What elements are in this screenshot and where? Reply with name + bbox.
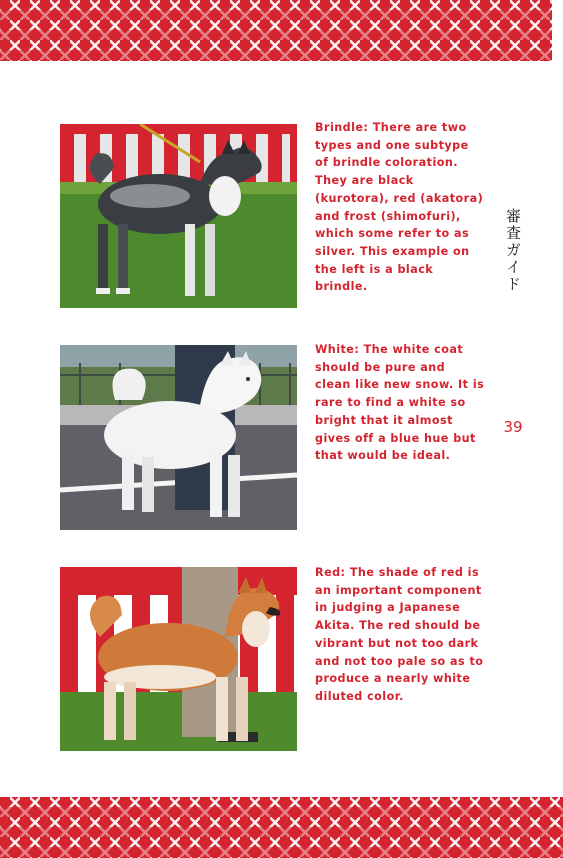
white-akita-photo: [60, 345, 297, 530]
top-band-edge: [552, 0, 563, 61]
top-band-pattern: [0, 0, 563, 61]
side-title: 審査ガイド: [504, 208, 522, 293]
brindle-akita-photo: [60, 124, 297, 308]
red-akita-photo: [60, 567, 297, 751]
white-caption: White: The white coat should be pure and clean like new snow. It is rare to find a white so bright that it almost gives off a blue hue but that would be ideal.: [315, 343, 485, 463]
page-number: 39: [503, 418, 523, 436]
bottom-band-pattern: [0, 797, 563, 858]
brindle-caption: Brindle: There are two types and one subtype of brindle coloration. They are black (kurotora), red (akatora) and frost (shimofuri), which some refer to as silver. This example on the left is a black brindle.: [315, 121, 484, 294]
red-caption: Red: The shade of red is an important component in judging a Japanese Akita. The red should be vibrant but not too dark and not too pale so as to produce a nearly white diluted color.: [315, 566, 484, 703]
